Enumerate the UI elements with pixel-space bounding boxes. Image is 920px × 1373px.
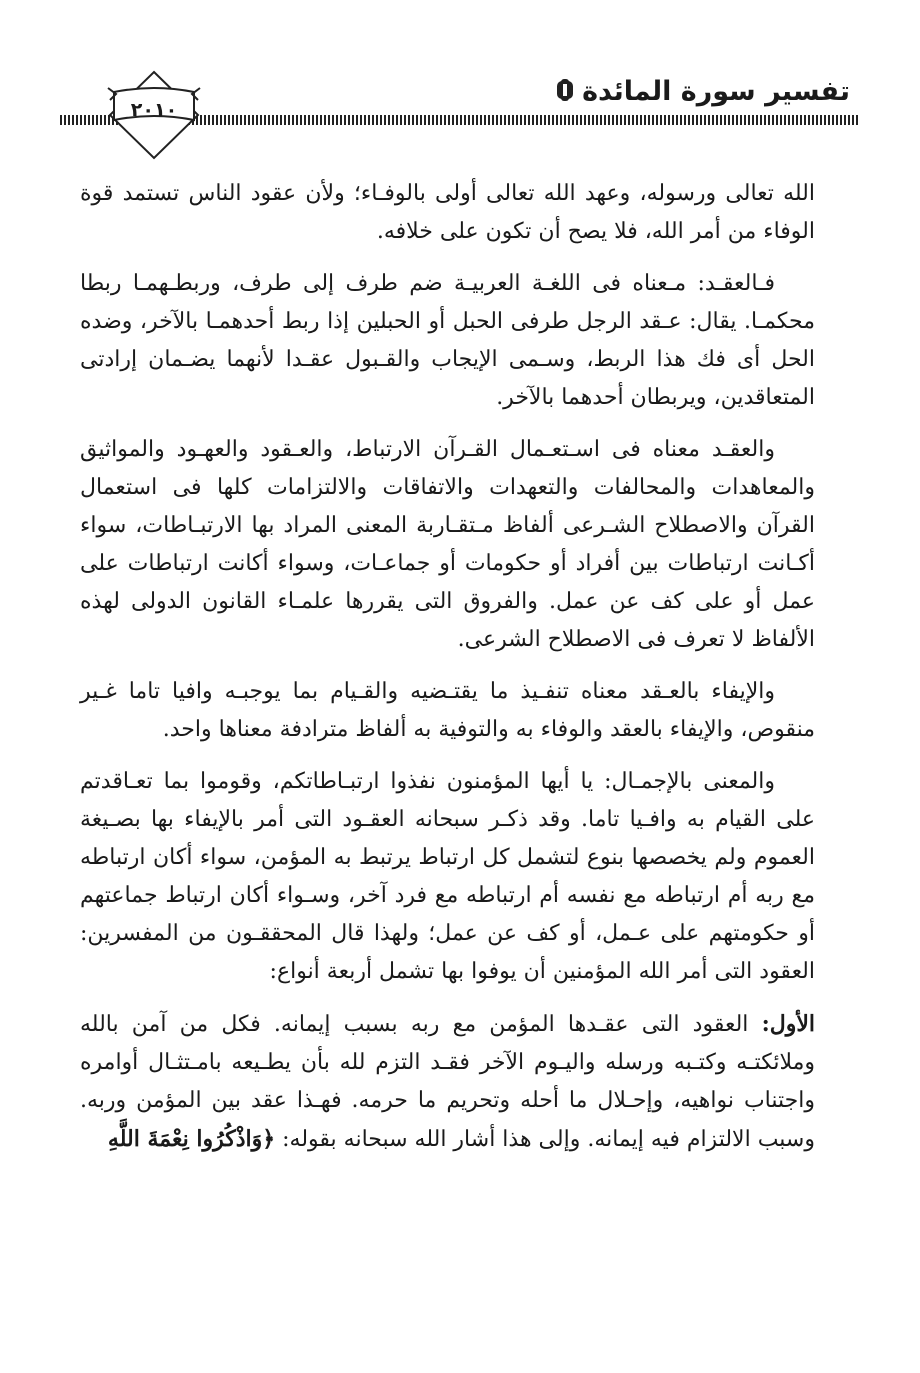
page-header — [60, 70, 860, 160]
paragraph-continuation: الله تعالى ورسوله، وعهد الله تعالى أولى بالوفـاء؛ ولأن عقود الناس تستمد قوة الوفاء من أمر الله، فلا يصح أن تكون على خلافه. — [80, 181, 815, 244]
first-type-text: العقود التى عقـدها المؤمن مع ربه بسبب إيمانه. فكل من آمن بالله وملائكتـه وكتـبه ورسله واليـوم الآخر فقـد التزم لله بأن يطـيعه بامـتثـال أوامره واجتناب نواهيه، وإحـلال ما أحله وتحريم ما حرمه. فهـذا عقد بين المؤمن وربه. وسبب الالتزام فيه إيمانه. وإلى هذا أشار الله سبحانه بقوله: — [80, 1012, 815, 1152]
first-type-lead: الأول: — [761, 1011, 815, 1037]
paragraph-summary-meaning: والمعنى بالإجمـال: يا أيها المؤمنون نفذوا ارتبـاطاتكم، وقوموا بما تعـاقدتم على القيام به وافـيا تاما. وقد ذكـر سبحانه العقـود التى أمر بالإيفاء بها بصـيغة العموم ولم يخصصها بنوع لتشمل كل ارتباط يرتبط به المؤمن، سواء أكان ارتباطه مع ربه أم ارتباطه مع نفسه أم ارتباطه مع فرد آخر، وسـواء أكان ارتباط جماعتهم أو حكومتهم على عـمل، أو كف عن عمل؛ ولهذا قال المحققـون من المفسرين: العقود التى أمر الله المؤمنين أن يوفوا بها تشمل أربعة أنواع: — [80, 769, 815, 984]
paragraph-first-type — [80, 1005, 815, 1159]
page-body — [80, 175, 815, 1173]
page-number: ٢٠١٠ — [130, 99, 178, 121]
flower-ornament-icon — [555, 78, 575, 102]
running-title: تفسير سورة المائدة — [582, 76, 850, 107]
quran-verse-fragment: ﴿وَاذْكُرُوا نِعْمَةَ اللَّهِ — [107, 1126, 276, 1152]
paragraph-ifa: والإيفاء بالعـقد معناه تنفـيذ ما يقتـضيه والقـيام بما يوجبـه وافيا تاما غـير منقوص، والإيفاء بالعقد والوفاء به والتوفية به ألفاظ مترادفة معناها واحد. — [80, 679, 815, 742]
paragraph-aqd-linguistic: فـالعقـد: مـعناه فى اللغـة العربيـة ضم طرف إلى طرف، وربطـهمـا ربطا محكمـا. يقال: عـقد الرجل طرفى الحبل أو الحبلين إذا ربط أحدهمـا بالآخر، وضده الحل أى فك هذا الربط، وسـمى الإيجاب والقـبول عقـدا لأنهما يضـمان إرادتى المتعاقدين، ويربطان أحدهما بالآخر. — [80, 271, 815, 410]
paragraph-aqd-quranic: والعقـد معناه فى اسـتعـمال القـرآن الارتباط، والعـقود والعهـود والمواثيق والمعاهدات والمحالفات والتعهدات والاتفاقات والالتزامات كلها فى استعمال القرآن والاصطلاح الشـرعى ألفاظ مـتقـاربة المعنى المراد بها الارتبـاطات، سواء أكـانت ارتباطات بين أفراد أو حكومات أو جماعـات، وسواء أكانت ارتباطات على عمل أو على كف عن عمل. والفروق التى يقررها علمـاء القانون الدولى لهذه الألفاظ لا تعرف فى الاصطلاح الشرعى. — [80, 437, 815, 652]
